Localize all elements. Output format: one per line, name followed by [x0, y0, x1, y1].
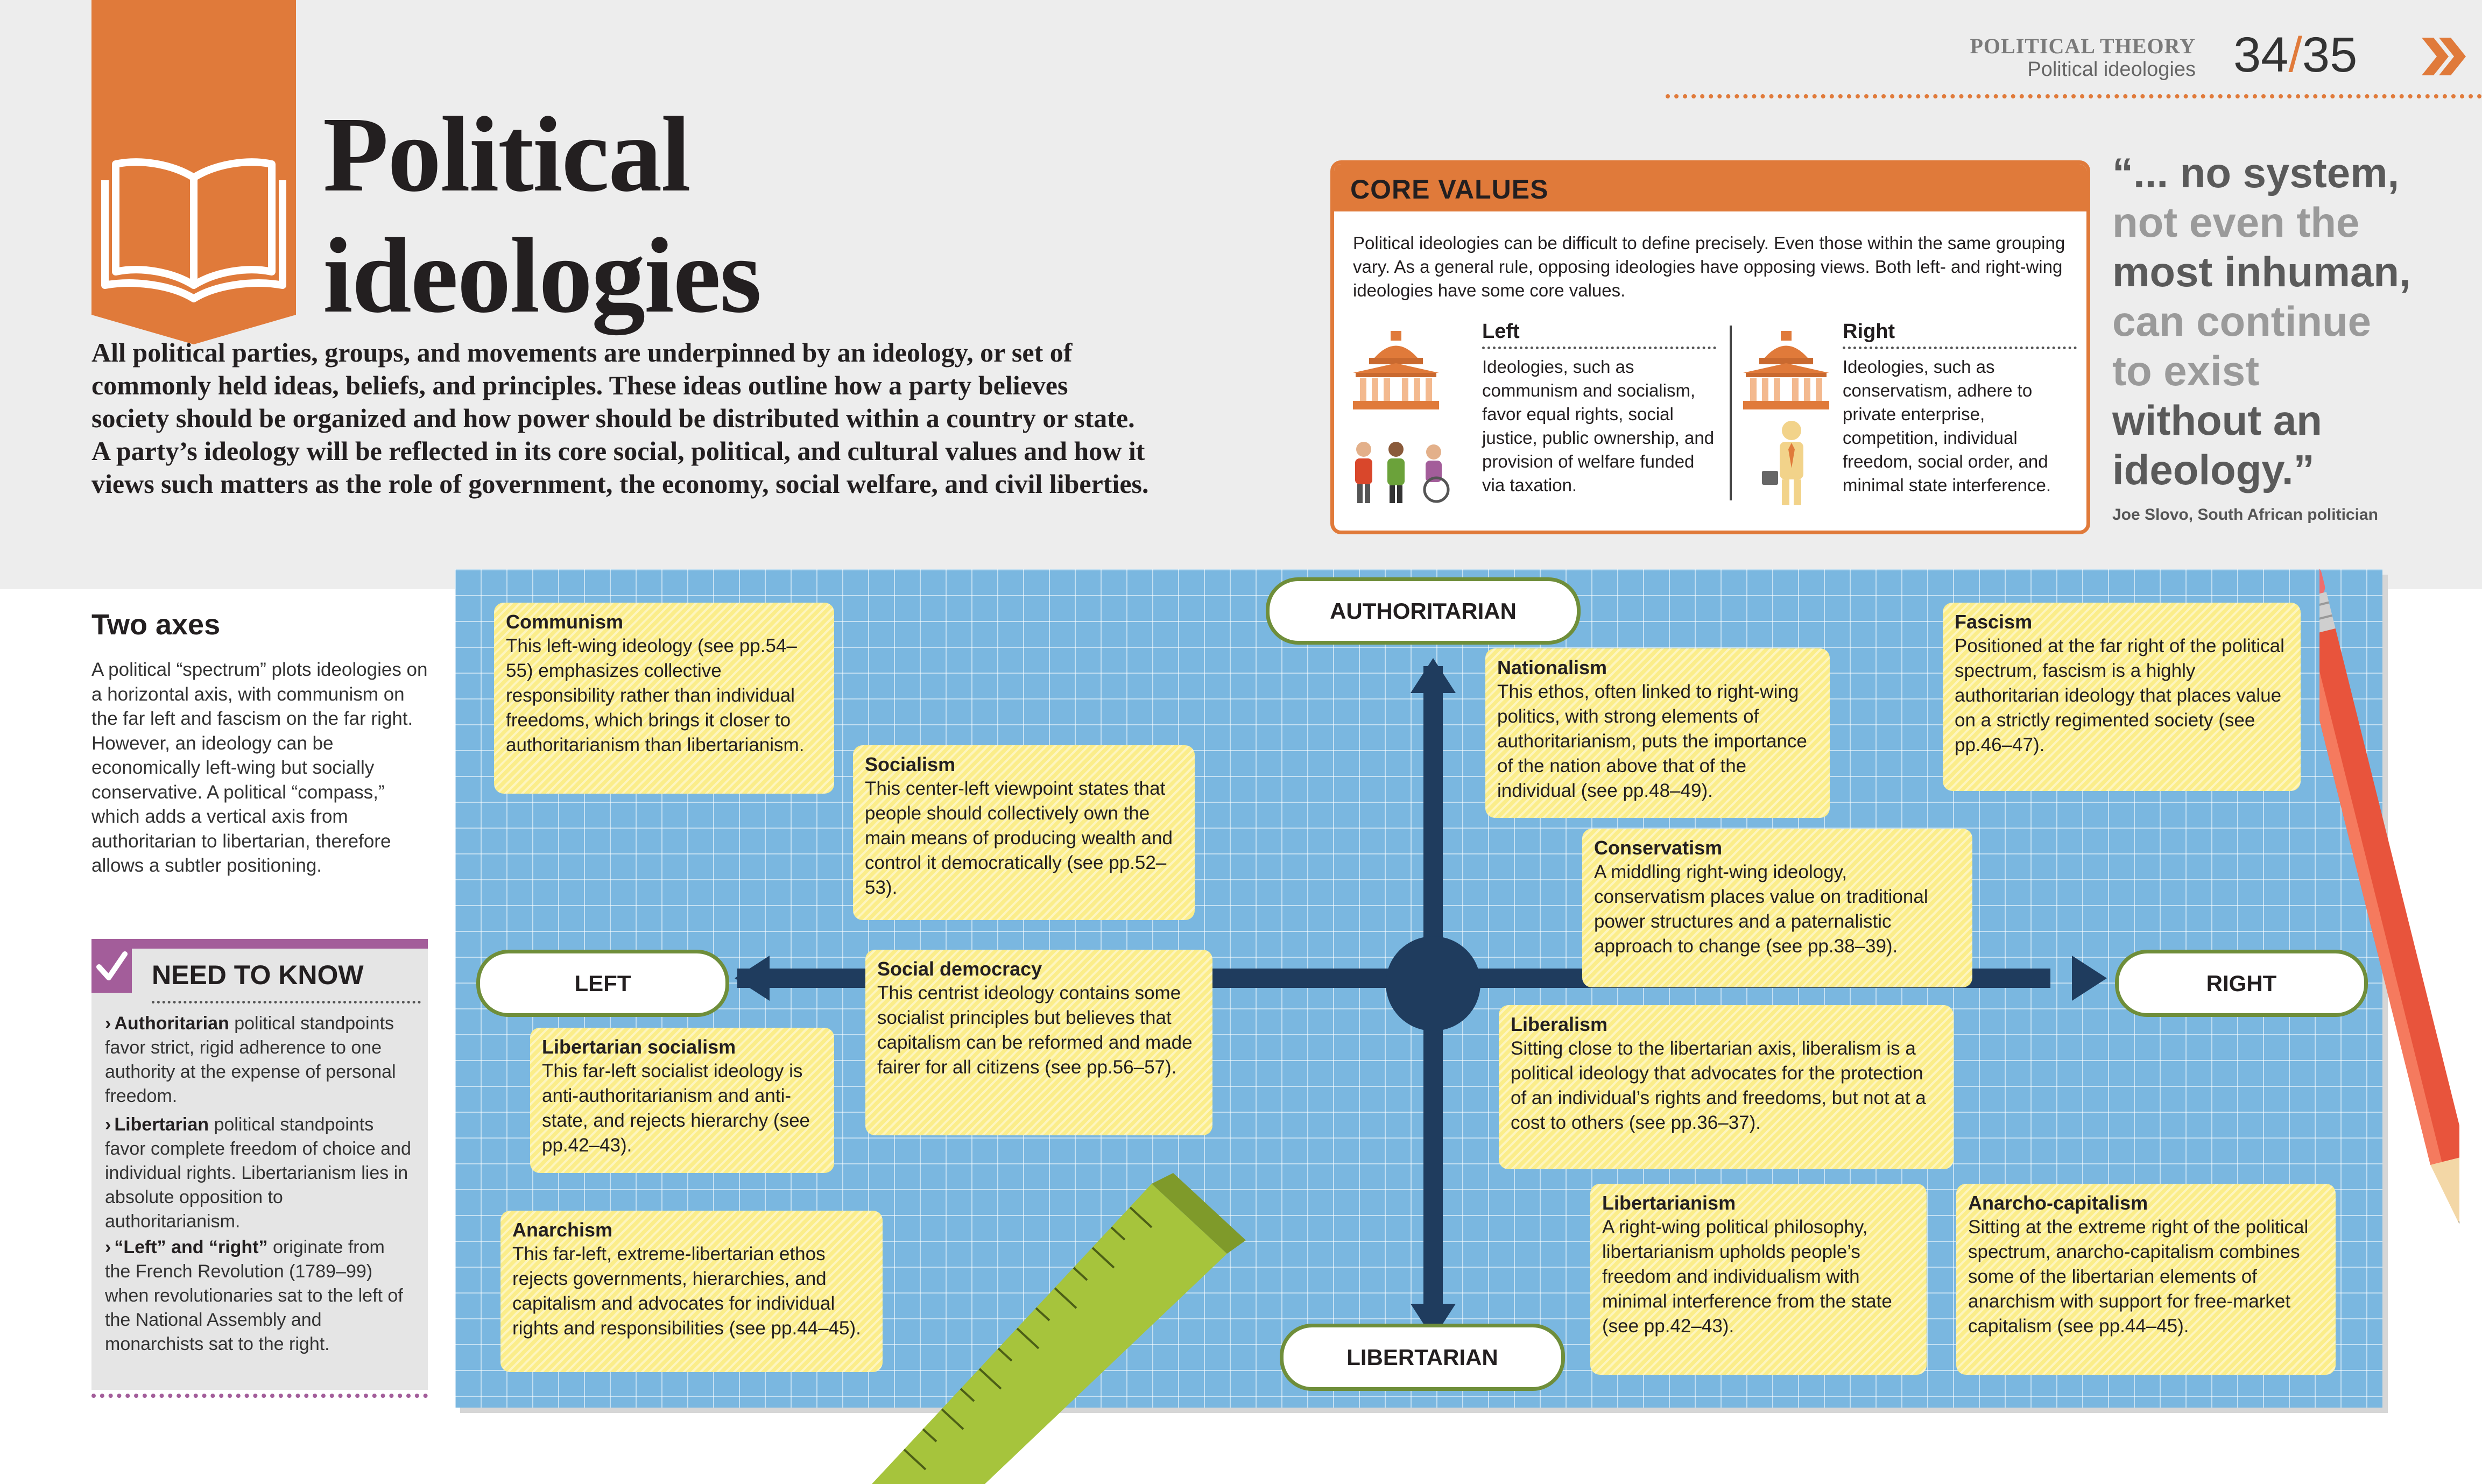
section-label: POLITICAL THEORY: [1970, 34, 2196, 58]
ideology-text: Sitting close to the libertarian axis, liberalism is a political ideology that advocates for the protection of an individual’s rights and freedoms, but not at a cost to others (see pp.36–37).: [1511, 1038, 1926, 1133]
ideology-title: Social democracy: [877, 958, 1042, 980]
core-values-description: Political ideologies can be difficult to define precisely. Even those within the same grouping vary. As a general rule, opposing ideologies have opposing views. Both left- and right-wing ideologies have some core values.: [1353, 233, 2065, 300]
header-dotted-rule: [1666, 94, 2482, 98]
quote-attribution: Joe Slovo, South African politician: [2112, 506, 2378, 524]
ideology-box-fascism: [1943, 603, 2301, 791]
quote-line-5: to exist: [2112, 347, 2260, 394]
chevron-right-icon: ›: [105, 1114, 111, 1135]
ideology-box-conservatism: [1582, 829, 1972, 987]
left-text: Ideologies, such as communism and socialism, favor equal rights, social justice, public ownership, and provision of welfare funded via taxation.: [1482, 357, 1715, 495]
pull-quote: [2112, 148, 2457, 494]
quote-line-7: ideology.”: [2112, 446, 2315, 493]
checkmark-icon: [91, 939, 132, 993]
two-axes-body: A political “spectrum” plots ideologies on a horizontal axis, with communism on the far left and fascism on the far right. However, an ideology can be economically left-wing but socially conservative. A political “compass,” which adds a vertical axis from authoritarian to libertarian, therefore allows a subtler positioning.: [91, 659, 428, 876]
ideology-box-libertarian-socialism: [530, 1028, 834, 1173]
ideology-title: Fascism: [1955, 611, 2033, 633]
need-to-know-bottom-rule: [91, 1394, 428, 1398]
right-text: Ideologies, such as conservatism, adhere to private enterprise, competition, individual freedom, social order, and minimal state interference.: [1843, 357, 2051, 495]
quote-line-1: “... no system,: [2112, 149, 2400, 196]
ideology-box-communism: [494, 603, 834, 794]
ntk-item-term: Authoritarian: [114, 1013, 229, 1034]
intro-paragraph: All political parties, groups, and movements are underpinned by an ideology, or set of commonly held ideas, beliefs, and principles. These ideas outline how a party believes society should be organized and how power should be distributed within a country or state. A party’s ideology will be reflected in its core social, political, and cultural values and how it views such matters as the role of government, the economy, social welfare, and civil liberties.: [91, 337, 1149, 499]
pencil-icon: [2319, 546, 2459, 1299]
ideology-title: Socialism: [865, 753, 956, 775]
left-heading: Left: [1482, 320, 1716, 349]
quote-line-2: not even the: [2112, 199, 2360, 246]
government-building-icon: [1350, 326, 1442, 412]
title-line-1: Political: [323, 95, 690, 214]
open-book-icon: [91, 0, 296, 344]
need-to-know-title: NEED TO KNOW: [152, 960, 364, 990]
ideology-title: Conservatism: [1594, 837, 1723, 859]
ideology-text: A right-wing political philosophy, libertarianism upholds people’s freedom and individualism with minimal interference from the state (see pp.42–43).: [1602, 1217, 1892, 1337]
axis-label-right: RIGHT: [2115, 950, 2368, 1017]
page-left: 34: [2233, 27, 2289, 82]
chevron-right-icon: ›: [105, 1013, 111, 1034]
page-title: [323, 94, 760, 336]
axis-label-libertarian: LIBERTARIAN: [1280, 1324, 1565, 1391]
axis-label-left: LEFT: [476, 950, 729, 1017]
people-group-icon: [1348, 436, 1471, 506]
axis-label-authoritarian: AUTHORITARIAN: [1266, 577, 1581, 645]
ntk-item-libertarian: [105, 1113, 414, 1234]
ideology-text: This left-wing ideology (see pp.54–55) emphasizes collective responsibility rather than individual freedoms, which brings it closer to authoritarianism than libertarianism.: [506, 635, 805, 755]
chevron-right-icon: ›: [105, 1237, 111, 1257]
ntk-item-term: Libertarian: [114, 1114, 209, 1135]
subsection-label: Political ideologies: [2027, 58, 2196, 81]
ideology-box-libertarianism: [1590, 1184, 1927, 1375]
ideology-title: Libertarianism: [1602, 1192, 1736, 1214]
page-numbers: [2233, 27, 2357, 83]
ntk-item-left-right: [105, 1235, 414, 1356]
businessman-icon: [1759, 417, 1824, 508]
ideology-text: A middling right-wing ideology, conservatism places value on traditional power structures and a paternalistic approach to change (see pp.38–39).: [1594, 861, 1928, 957]
ideology-title: Nationalism: [1497, 656, 1607, 679]
ntk-item-text: political standpoints favor complete freedom of choice and individual rights. Libertarianism lies in absolute opposition to authoritarianism.: [105, 1114, 411, 1232]
ideology-text: Positioned at the far right of the political spectrum, fascism is a highly authoritarian ideology that places value on a strictly regimented society (see pp.46–47).: [1955, 635, 2284, 755]
government-building-icon: [1740, 326, 1832, 412]
ntk-item-authoritarian: [105, 1012, 414, 1108]
ideology-title: Anarcho-capitalism: [1968, 1192, 2148, 1214]
need-to-know-rule: [152, 1001, 421, 1004]
column-divider: [1730, 326, 1732, 500]
ideology-box-anarchism: [500, 1211, 883, 1372]
ideology-box-liberalism: [1499, 1005, 1954, 1169]
ideology-title: Libertarian socialism: [542, 1036, 736, 1058]
ideology-box-socialism: [853, 745, 1195, 920]
ideology-box-social-democracy: [865, 950, 1212, 1135]
ideology-text: This centrist ideology contains some socialist principles but believes that capitalism can be reformed and made fairer for all citizens (see pp.56–57).: [877, 983, 1193, 1078]
ideology-box-anarcho-capitalism: [1956, 1184, 2336, 1375]
ideology-text: This center-left viewpoint states that people should collectively own the main means of producing wealth and control it democratically (see pp.52–53).: [865, 778, 1173, 898]
quote-line-4: can continue: [2112, 298, 2372, 345]
ideology-text: Sitting at the extreme right of the political spectrum, anarcho-capitalism combines some of the libertarian elements of anarchism with support for free-market capitalism (see pp.44–45).: [1968, 1217, 2309, 1337]
page-separator: /: [2288, 27, 2302, 82]
ideology-title: Communism: [506, 611, 624, 633]
title-line-2: ideologies: [323, 216, 761, 335]
ideology-title: Liberalism: [1511, 1013, 1608, 1035]
ruler-icon: [850, 1173, 1249, 1484]
ideology-text: This far-left, extreme-libertarian ethos rejects governments, hierarchies, and capitalism and advocates for individual rights and responsibilities (see pp.44–45).: [512, 1243, 861, 1339]
ideology-text: This far-left socialist ideology is anti-authoritarianism and anti-state, and rejects hierarchy (see pp.42–43).: [542, 1061, 810, 1156]
ideology-box-nationalism: [1485, 648, 1830, 818]
two-axes-heading: Two axes: [91, 609, 221, 641]
quote-line-6: without an: [2112, 397, 2322, 444]
ntk-item-term: “Left” and “right”: [114, 1237, 268, 1257]
ntk-item-text: originate from the French Revolution (1789–99) when revolutionaries sat to the left of the National Assembly and monarchists sat to the right.: [105, 1237, 403, 1354]
core-values-title: CORE VALUES: [1350, 174, 1549, 204]
ntk-item-text: political standpoints favor strict, rigid adherence to one authority at the expense of personal freedom.: [105, 1013, 396, 1106]
ideology-title: Anarchism: [512, 1219, 613, 1241]
right-heading: Right: [1843, 320, 2077, 349]
ideology-text: This ethos, often linked to right-wing politics, with strong elements of authoritarianism, puts the importance of the nation above that of the individual (see pp.48–49).: [1497, 681, 1807, 801]
core-values-panel: [1330, 160, 2090, 534]
arrow-chevrons-icon[interactable]: [2422, 38, 2476, 75]
page-right: 35: [2302, 27, 2358, 82]
need-to-know-bar: [91, 939, 428, 949]
quote-line-3: most inhuman,: [2112, 248, 2411, 295]
